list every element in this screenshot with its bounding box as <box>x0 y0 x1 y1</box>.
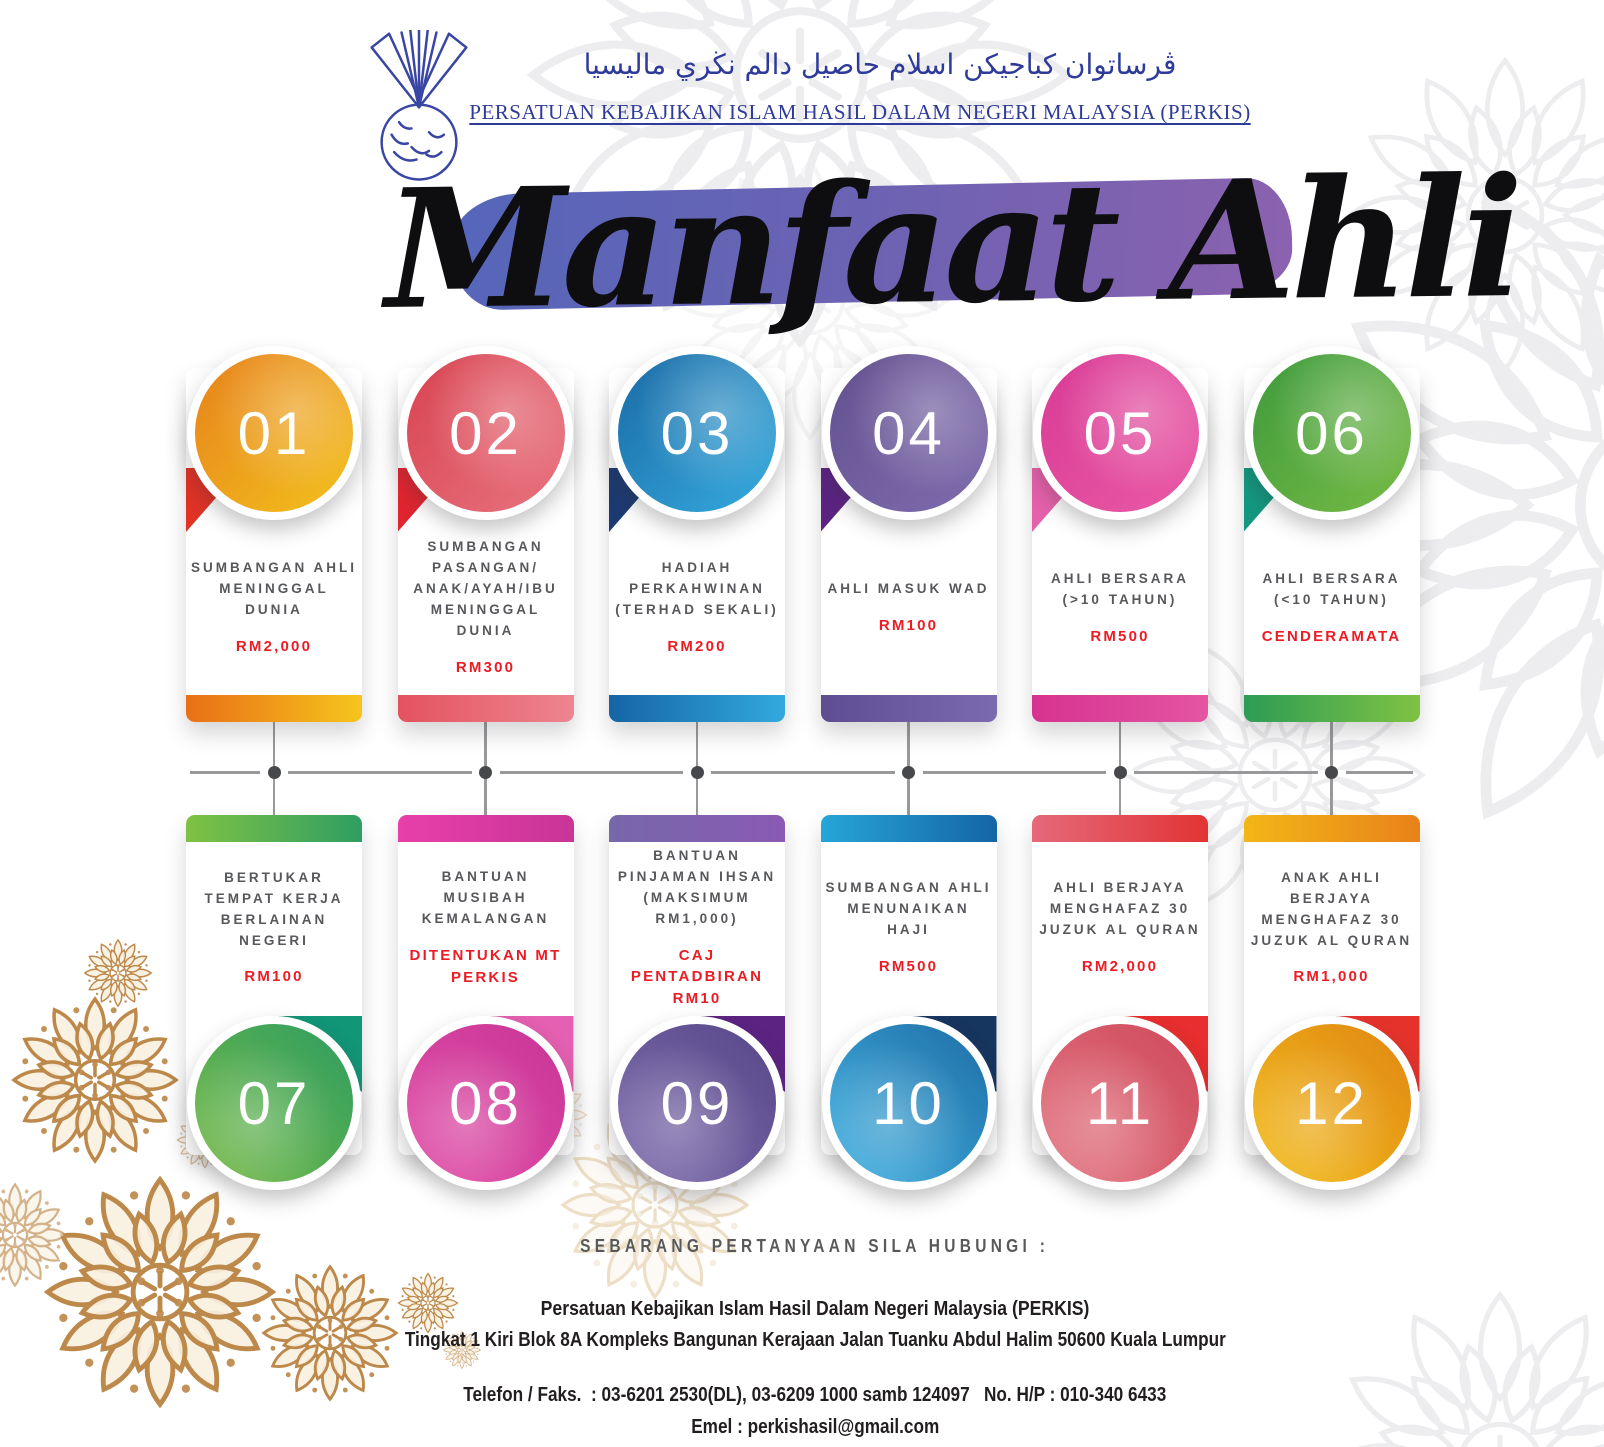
benefit-title: ANAK AHLI BERJAYA MENGHAFAZ 30 JUZUK AL QURAN <box>1250 869 1413 948</box>
benefit-number-circle <box>610 1016 784 1190</box>
benefit-number-circle <box>610 346 784 520</box>
benefit-card-08 <box>398 815 574 1190</box>
contact-heading: SEBARANG PERTANYAAN SILA HUBUNGI : <box>580 1236 1050 1256</box>
benefit-card-02 <box>398 346 574 722</box>
benefit-value: RM100 <box>244 968 304 986</box>
benefit-number: 11 <box>1085 1069 1155 1137</box>
card-accent-bar <box>398 815 574 842</box>
benefit-number: 07 <box>237 1069 311 1137</box>
benefit-card-06 <box>1244 346 1420 722</box>
benefit-number: 02 <box>449 399 522 467</box>
benefit-number-circle <box>187 346 361 520</box>
benefit-value: DITENTUKAN MT PERKIS <box>409 947 562 986</box>
arabic-org-title: ڤرساتوان كباجيكن اسلام حاصيل دالم نڬري ماليسيا <box>583 48 1177 81</box>
benefit-title: HADIAH PERKAHWINAN (TERHAD SEKALI) <box>615 560 779 618</box>
benefit-number-circle <box>1033 346 1207 520</box>
contact-org-name: Persatuan Kebajikan Islam Hasil Dalam Negeri Malaysia (PERKIS) <box>540 1297 1090 1320</box>
benefit-card-01 <box>186 346 362 722</box>
timeline-dot <box>902 766 915 779</box>
benefit-number: 12 <box>1295 1069 1368 1137</box>
timeline-dot <box>479 766 492 779</box>
poster-title: Manfaat Ahli <box>383 141 1520 346</box>
card-accent-bar <box>609 815 785 842</box>
card-accent-bar <box>186 695 362 722</box>
card-accent-bar <box>821 815 997 842</box>
benefit-row-bottom <box>186 815 1420 1190</box>
benefit-number-circle <box>187 1016 361 1190</box>
timeline-line <box>190 771 1413 774</box>
benefit-card-09 <box>609 815 785 1190</box>
timeline-dot <box>268 766 281 779</box>
card-accent-bar <box>1032 815 1208 842</box>
benefit-number: 04 <box>872 399 945 467</box>
benefit-value: RM200 <box>667 638 727 655</box>
contact-email: Emel : perkishasil@gmail.com <box>690 1416 940 1438</box>
benefit-card-12 <box>1244 815 1420 1190</box>
benefit-number-circle <box>822 346 996 520</box>
benefit-number-circle <box>399 346 573 520</box>
card-accent-bar <box>1244 695 1420 722</box>
benefit-title: BANTUAN PINJAMAN IHSAN (MAKSIMUM RM1,000) <box>617 848 777 926</box>
timeline-dot <box>1114 766 1127 779</box>
benefit-card-10 <box>821 815 997 1190</box>
benefit-number: 01 <box>237 399 311 467</box>
benefit-number: 08 <box>449 1069 522 1137</box>
benefit-title: AHLI BERSARA (<10 TAHUN) <box>1262 570 1401 607</box>
benefit-number: 05 <box>1083 399 1157 467</box>
benefit-value: RM500 <box>1090 627 1150 645</box>
benefit-value: RM2,000 <box>235 638 313 655</box>
card-accent-bar <box>1244 815 1420 842</box>
benefit-number: 03 <box>660 399 734 467</box>
benefit-value: RM500 <box>878 958 939 975</box>
card-accent-bar <box>821 695 997 722</box>
benefit-title: AHLI BERSARA (>10 TAHUN) <box>1050 570 1189 607</box>
benefit-number-circle <box>399 1016 573 1190</box>
contact-address: Tingkat 1 Kiri Blok 8A Kompleks Bangunan Kerajaan Jalan Tuanku Abdul Halim 50600 Kuala Lumpur <box>404 1329 1226 1351</box>
benefit-card-03 <box>609 346 785 722</box>
benefit-title: AHLI MASUK WAD <box>827 581 990 597</box>
benefit-number-circle <box>822 1016 996 1190</box>
benefit-number: 09 <box>660 1069 734 1137</box>
benefit-card-11 <box>1032 815 1208 1190</box>
benefit-number: 10 <box>872 1069 945 1137</box>
benefit-card-05 <box>1032 346 1208 722</box>
benefit-number-circle <box>1033 1016 1207 1190</box>
benefit-card-04 <box>821 346 997 722</box>
benefit-row-top <box>186 346 1420 722</box>
benefit-title: SUMBANGAN PASANGAN/ ANAK/AYAH/IBU MENINGGAL DUNIA <box>413 539 558 639</box>
benefit-value: CENDERAMATA <box>1261 627 1402 645</box>
org-name-header: PERSATUAN KEBAJIKAN ISLAM HASIL DALAM NEGERI MALAYSIA (PERKIS) <box>469 100 1251 124</box>
benefit-value: CAJ PENTADBIRAN RM10 <box>630 946 764 1008</box>
benefit-number-circle <box>1245 1016 1419 1190</box>
timeline-dot <box>691 766 704 779</box>
contact-phone: Telefon / Faks. : 03-6201 2530(DL), 03-6209 1000 samb 124097 No. H/P : 010-340 6433 <box>463 1384 1167 1406</box>
card-accent-bar <box>398 695 574 722</box>
contact-block <box>0 1236 1604 1439</box>
card-accent-bar <box>1032 695 1208 722</box>
benefit-title: SUMBANGAN AHLI MENINGGAL DUNIA <box>191 560 357 618</box>
benefit-number: 06 <box>1295 399 1368 467</box>
card-accent-bar <box>186 815 362 842</box>
benefit-title: AHLI BERJAYA MENGHAFAZ 30 JUZUK AL QURAN <box>1039 880 1201 938</box>
benefit-value: RM100 <box>878 617 939 635</box>
benefit-title: BANTUAN MUSIBAH KEMALANGAN <box>421 869 550 927</box>
benefit-value: RM300 <box>455 658 516 676</box>
benefit-number-circle <box>1245 346 1419 520</box>
benefit-value: RM2,000 <box>1081 958 1159 975</box>
benefit-card-07 <box>186 815 362 1190</box>
benefit-title: SUMBANGAN AHLI MENUNAIKAN HAJI <box>825 880 992 938</box>
card-accent-bar <box>609 695 785 722</box>
benefit-title: BERTUKAR TEMPAT KERJA BERLAINAN NEGERI <box>204 869 344 948</box>
benefit-value: RM1,000 <box>1293 968 1370 986</box>
timeline-dot <box>1325 766 1338 779</box>
